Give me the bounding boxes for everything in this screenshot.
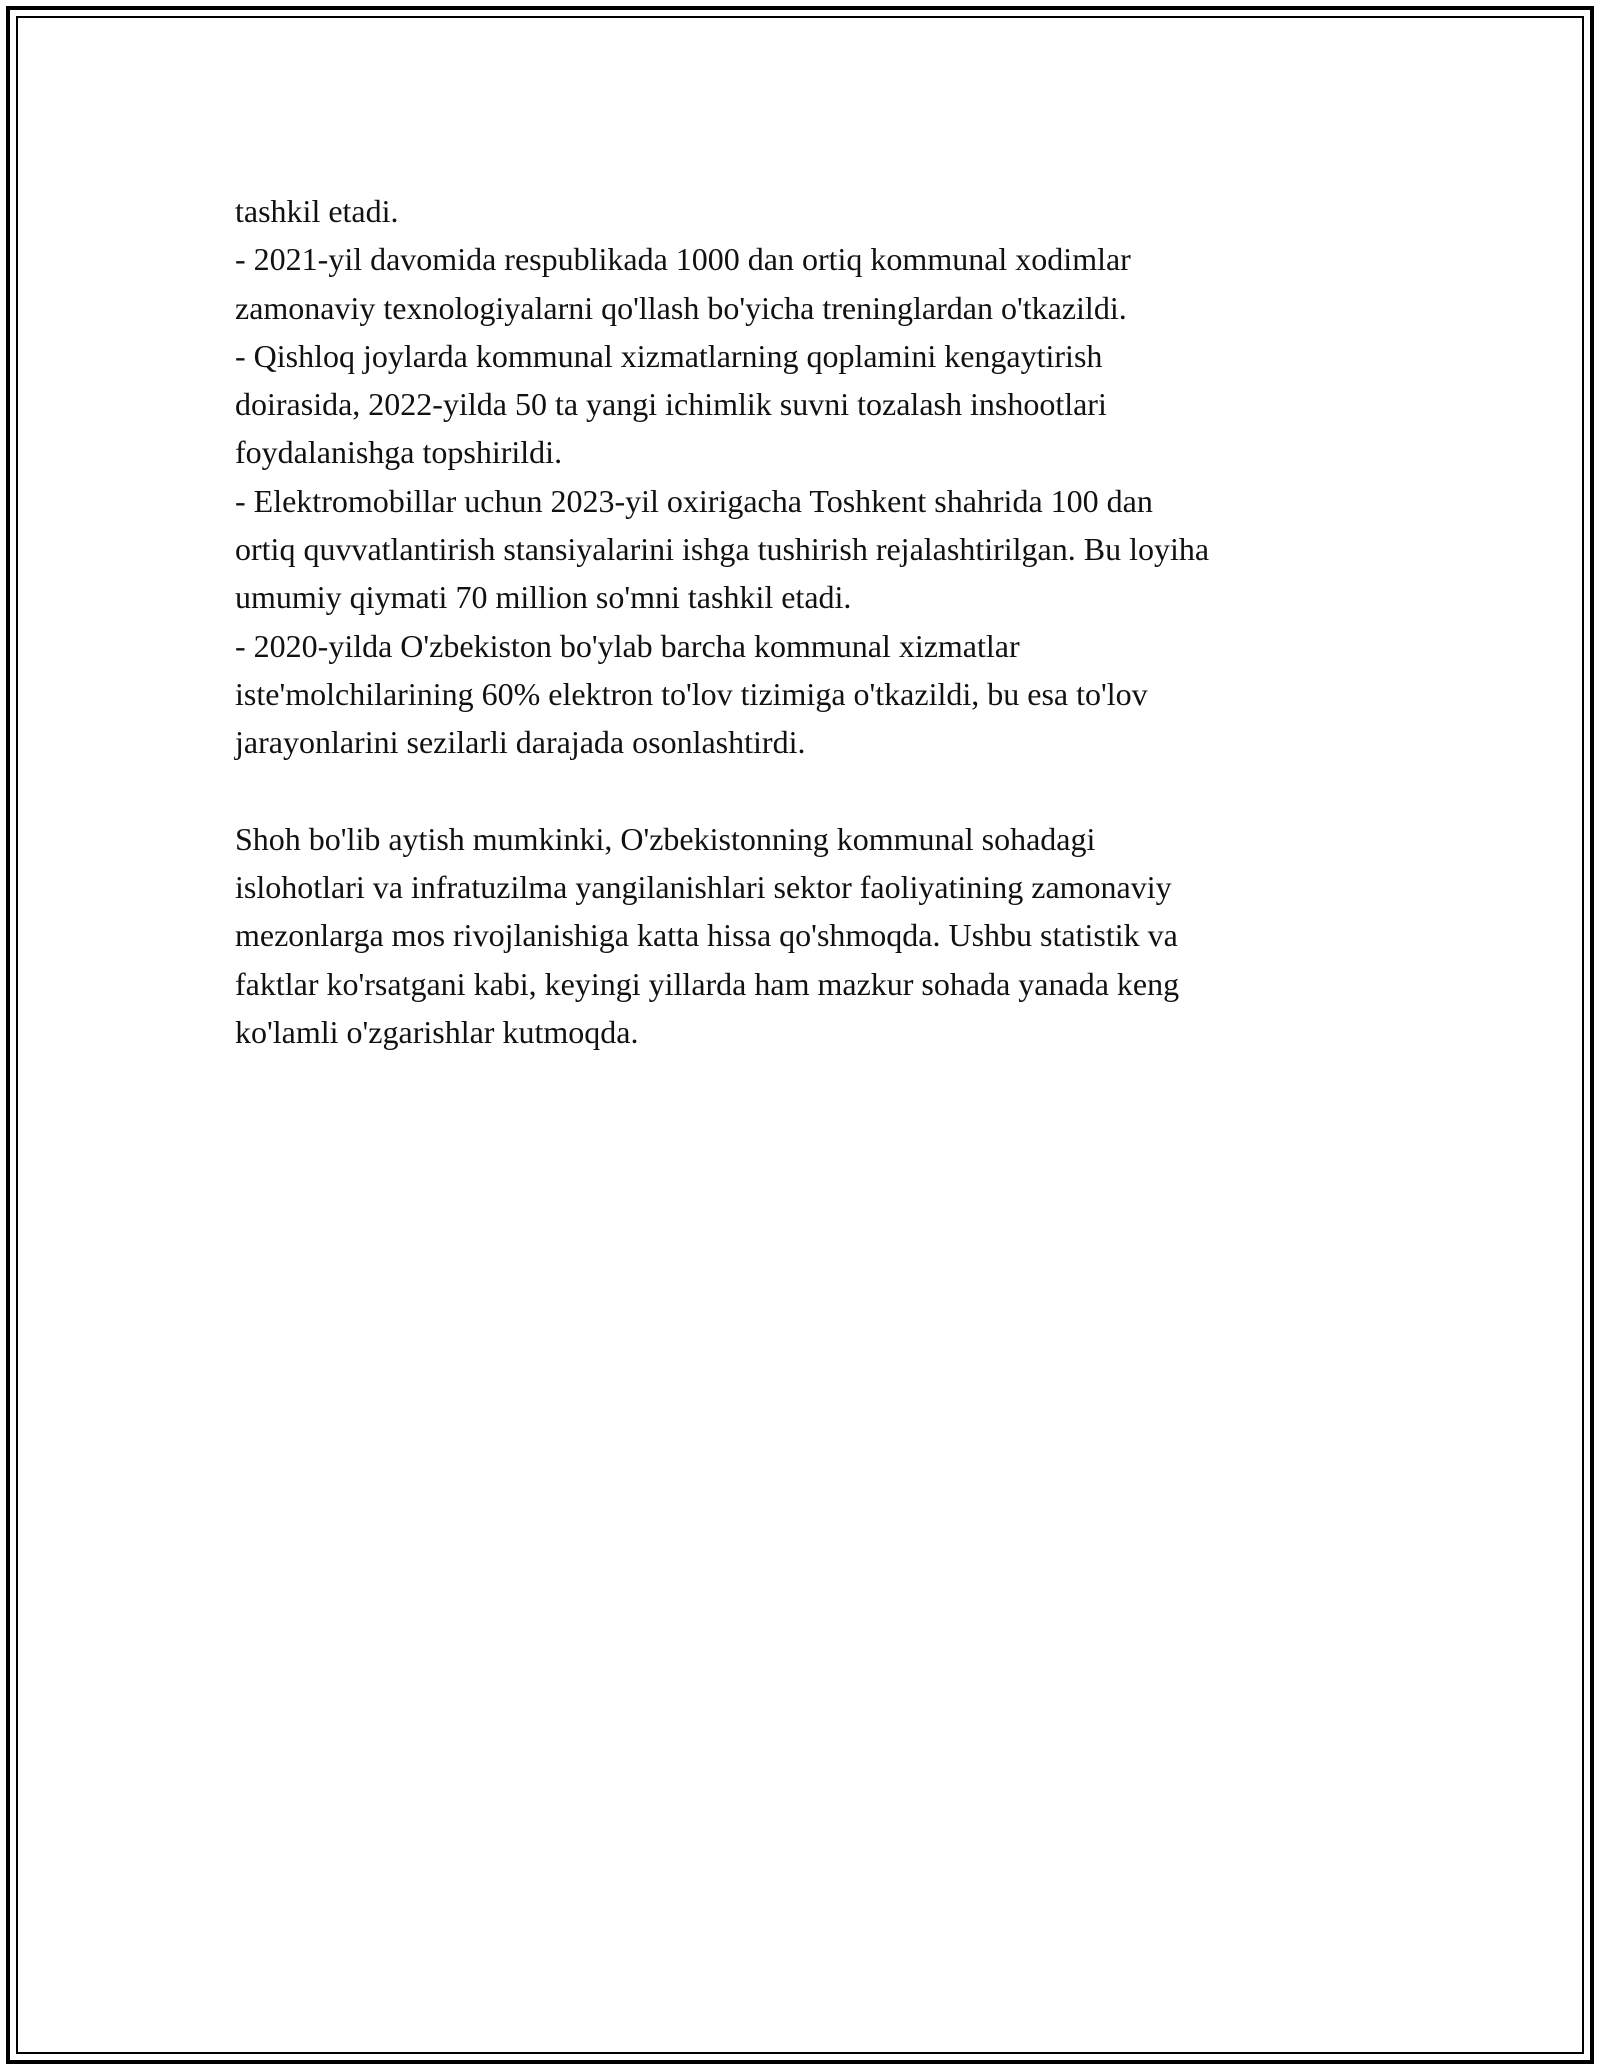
text-line: umumiy qiymati 70 million so'mni tashkil etadi. [235, 579, 852, 616]
text-line: jarayonlarini sezilarli darajada osonlashtirdi. [235, 724, 806, 761]
list-item-line: - Elektromobillar uchun 2023-yil oxirigacha Toshkent shahrida 100 dan [235, 482, 1153, 519]
text-line: iste'molchilarining 60% elektron to'lov tizimiga o'tkazildi, bu esa to'lov [235, 675, 1148, 712]
text-line: doirasida, 2022-yilda 50 ta yangi ichimlik suvni tozalash inshootlari [235, 386, 1107, 423]
conclusion-paragraph [235, 815, 1355, 1056]
text-line: islohotlari va infratuzilma yangilanishlari sektor faoliyatining zamonaviy [235, 869, 1172, 906]
text-line: mezonlarga mos rivojlanishiga katta hissa qo'shmoqda. Ushbu statistik va [235, 917, 1178, 954]
text-line: zamonaviy texnologiyalarni qo'llash bo'yicha treninglardan o'tkazildi. [235, 289, 1127, 326]
list-item-line: - 2021-yil davomida respublikada 1000 dan ortiq kommunal xodimlar [235, 241, 1131, 278]
list-item-line: - Qishloq joylarda kommunal xizmatlarning qoplamini kengaytirish [235, 337, 1103, 374]
list-item-line: - 2020-yilda O'zbekiston bo'ylab barcha kommunal xizmatlar [235, 627, 1020, 664]
paragraph-list [235, 187, 1355, 767]
text-line: tashkil etadi. [235, 193, 399, 229]
text-line: ortiq quvvatlantirish stansiyalarini ishga tushirish rejalashtirilgan. Bu loyiha [235, 531, 1210, 568]
paragraph-spacer [235, 767, 1355, 815]
text-line: faktlar ko'rsatgani kabi, keyingi yillarda ham mazkur sohada yanada keng [235, 965, 1180, 1002]
text-line: foydalanishga topshirildi. [235, 434, 563, 471]
text-line: ko'lamli o'zgarishlar kutmoqda. [235, 1014, 639, 1051]
document-body [235, 187, 1355, 1056]
text-line: Shoh bo'lib aytish mumkinki, O'zbekistonning kommunal sohadagi [235, 820, 1096, 857]
